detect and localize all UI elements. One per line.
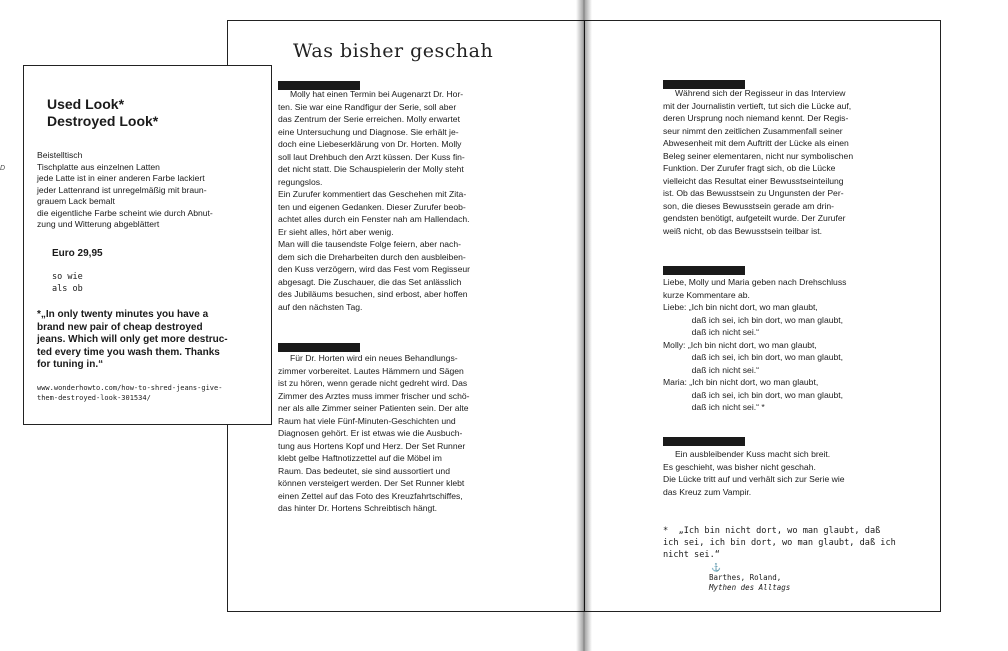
- section-text-3: [663, 448, 928, 498]
- text-line: det nicht statt. Die Schauspielerin der Molly steht: [278, 164, 464, 174]
- quote-line: for tuning in.“: [37, 359, 104, 370]
- redaction-bar: [663, 437, 745, 446]
- text-line: den Kuss verzögern, wird das Fest vom Regisseur: [278, 264, 471, 274]
- text-line: ist. Ob das Bewusstsein zu Ungunsten der Per-: [663, 188, 844, 198]
- text-line: daß ich nicht sei.“: [663, 327, 759, 337]
- text-line: vielleicht das Resultat einer Bewusstseinteilung: [663, 175, 844, 186]
- text-line: Er sieht alles, hört aber wenig.: [278, 226, 394, 237]
- text-line: abgesagt. Die Zuschauer, die das Set anlässlich: [278, 276, 462, 287]
- redaction-bar: [663, 266, 745, 275]
- text-line: Ein ausbleibender Kuss macht sich breit.: [663, 449, 831, 459]
- text-line: son, die dieses Bewusstsein gerade am drin-: [663, 200, 835, 211]
- text-line: Liebe, Molly und Maria geben nach Drehschluss: [663, 277, 847, 287]
- card-title: [47, 96, 158, 130]
- text-line: Man will die tausendste Folge feiern, aber nach-: [278, 239, 461, 249]
- text-line: können versteigert werden. Der Set Runner klebt: [278, 478, 465, 488]
- quote-line: brand new pair of cheap destroyed: [37, 321, 203, 333]
- text-line: das hinter Dr. Hortens Schreibtisch hängt.: [278, 503, 438, 513]
- comparison-word: so wie: [52, 272, 83, 282]
- text-line: dem sich die Dreharbeiten durch den ausbleiben-: [278, 251, 466, 262]
- comparison-word: als ob: [52, 284, 83, 294]
- description-line: zung und Witterung abgeblättert: [37, 219, 160, 229]
- text-line: regungslos.: [278, 176, 323, 187]
- quote-line: jeans. Which will only get more destruc-: [37, 334, 228, 345]
- text-line: Zimmer des Arztes muss immer frischer und schö-: [278, 390, 470, 401]
- text-line: Abwesenheit mit dem Auftritt der Lücke als einen: [663, 138, 849, 148]
- description-line: Beistelltisch: [37, 150, 83, 160]
- text-line: daß ich nicht sei.“: [663, 364, 759, 375]
- redaction-bar: [278, 343, 360, 352]
- text-line: daß ich sei, ich bin dort, wo man glaubt,: [663, 314, 844, 325]
- text-line: doch eine Liebeserklärung von Dr. Horten. Molly: [278, 139, 462, 149]
- page-title: Was bisher geschah: [293, 40, 494, 62]
- text-line: zimmer vorbereitet. Lautes Hämmern und Sägen: [278, 365, 464, 376]
- section-text-1: [278, 88, 568, 313]
- url-line: www.wonderhowto.com/how-to-shred-jeans-give-: [37, 384, 223, 392]
- card-description: [37, 150, 265, 231]
- text-line: Maria: „Ich bin nicht dort, wo man glaubt,: [663, 377, 819, 387]
- price: Euro 29,95: [52, 248, 103, 259]
- text-line: deren Ursprung noch niemand kennt. Der Regis-: [663, 113, 849, 123]
- text-line: Es geschieht, was bisher nicht geschah.: [663, 461, 816, 472]
- text-line: Molly: „Ich bin nicht dort, wo man glaubt,: [663, 339, 817, 350]
- text-line: kurze Kommentare ab.: [663, 289, 750, 300]
- text-line: Diagnosen gehört. Er ist etwas wie die Ausbuch-: [278, 428, 463, 438]
- url-line: them-destroyed-look-301534/: [37, 393, 151, 402]
- text-line: daß ich nicht sei.“ *: [663, 402, 765, 412]
- text-line: ten und eigenen Gedanken. Dieser Zurufer beob-: [278, 201, 466, 212]
- comparison-words: [52, 271, 83, 295]
- text-line: das Zentrum der Serie erreichen. Molly erwartet: [278, 114, 460, 124]
- footnote-line: ich sei, ich bin dort, wo man glaubt, daß ich: [663, 538, 896, 548]
- card-title-line: Used Look*: [47, 96, 125, 112]
- source-title: Mythen des Alltags: [709, 583, 791, 592]
- source-citation: [709, 573, 790, 593]
- text-line: Liebe: „Ich bin nicht dort, wo man glaubt,: [663, 302, 818, 312]
- text-line: gendsten benötigt, aufgeteilt wurde. Der Zurufer: [663, 213, 846, 223]
- text-line: daß ich sei, ich bin dort, wo man glaubt,: [663, 352, 844, 362]
- description-line: jeder Lattenrand ist unregelmäßig mit braun-: [37, 184, 207, 195]
- text-line: Funktion. Der Zurufer fragt sich, ob die Lücke: [663, 163, 836, 173]
- text-line: ist zu hören, wenn gerade nicht gedreht wird. Das: [278, 378, 468, 388]
- product-card: [23, 65, 272, 425]
- text-line: Für Dr. Horten wird ein neues Behandlungs-: [278, 353, 458, 363]
- section-text-2: [663, 276, 928, 414]
- book-gutter: [576, 0, 592, 651]
- text-line: Raum. Das bedeutet, sie sind aussortiert und: [278, 465, 450, 476]
- text-line: Beleg seiner elementaren, nicht nur symbolischen: [663, 150, 854, 161]
- text-line: das Kreuz zum Vampir.: [663, 486, 752, 497]
- text-line: auf den nächsten Tag.: [278, 301, 363, 312]
- text-line: eine Untersuchung und Diagnose. Sie erhält je-: [278, 126, 459, 137]
- quote: [37, 309, 265, 372]
- section-text-1: [663, 87, 928, 237]
- text-line: Die Lücke tritt auf und verhält sich zur Serie wie: [663, 474, 845, 484]
- source-url[interactable]: [37, 384, 265, 403]
- text-line: Raum hat viele Fünf-Minuten-Geschichten und: [278, 415, 456, 426]
- card-title-line: Destroyed Look*: [47, 113, 159, 129]
- left-page: [227, 20, 585, 612]
- description-line: Tischplatte aus einzelnen Latten: [37, 161, 160, 172]
- text-line: ner als alle Zimmer seiner Patienten sein. Der alte: [278, 403, 469, 413]
- text-line: weiß nicht, ob das Bewusstsein teilbar ist.: [663, 225, 823, 236]
- text-line: daß ich sei, ich bin dort, wo man glaubt,: [663, 389, 844, 400]
- anchor-icon: ⚓: [711, 563, 721, 572]
- description-line: jede Latte ist in einer anderen Farbe lackiert: [37, 173, 205, 183]
- text-line: achtet alles durch ein Fenster nah am Hallendach.: [278, 214, 470, 224]
- quote-line: *„In only twenty minutes you have a: [37, 309, 209, 320]
- text-line: klebt gelbe Haftnotizzettel auf die Möbel im: [278, 453, 442, 463]
- text-line: mit der Journalistin vertieft, tut sich die Lücke auf,: [663, 100, 852, 111]
- footnote-line: nicht sei.“: [663, 550, 720, 560]
- quote-line: ted every time you wash them. Thanks: [37, 346, 220, 358]
- text-line: Während sich der Regisseur in das Interview: [663, 88, 846, 98]
- text-line: seur nimmt den zeitlichen Zusammenfall seiner: [663, 125, 843, 136]
- text-line: Molly hat einen Termin bei Augenarzt Dr. Hor-: [278, 89, 464, 99]
- description-line: die eigentliche Farbe scheint wie durch Abnut-: [37, 207, 213, 218]
- right-page: [584, 20, 941, 612]
- text-line: soll laut Drehbuch den Arzt küssen. Der Kuss fin-: [278, 151, 465, 162]
- text-line: tung aus Hortens Kopf und Herz. Der Set Runner: [278, 440, 466, 451]
- source-author: Barthes, Roland,: [709, 573, 782, 582]
- footnote: [663, 525, 928, 561]
- section-text-2: [278, 352, 568, 515]
- text-line: einen Zettel auf das Foto des Kreuzfahrtschiffes,: [278, 490, 463, 501]
- stray-margin-mark: D: [0, 165, 6, 172]
- text-line: ten. Sie war eine Randfigur der Serie, soll aber: [278, 101, 457, 112]
- description-line: grauem Lack bemalt: [37, 196, 115, 206]
- text-line: Ein Zurufer kommentiert das Geschehen mit Zita-: [278, 189, 467, 199]
- text-line: des Jubiläums besuchen, sind erbost, aber hoffen: [278, 289, 468, 299]
- footnote-line: * „Ich bin nicht dort, wo man glaubt, daß: [663, 526, 881, 536]
